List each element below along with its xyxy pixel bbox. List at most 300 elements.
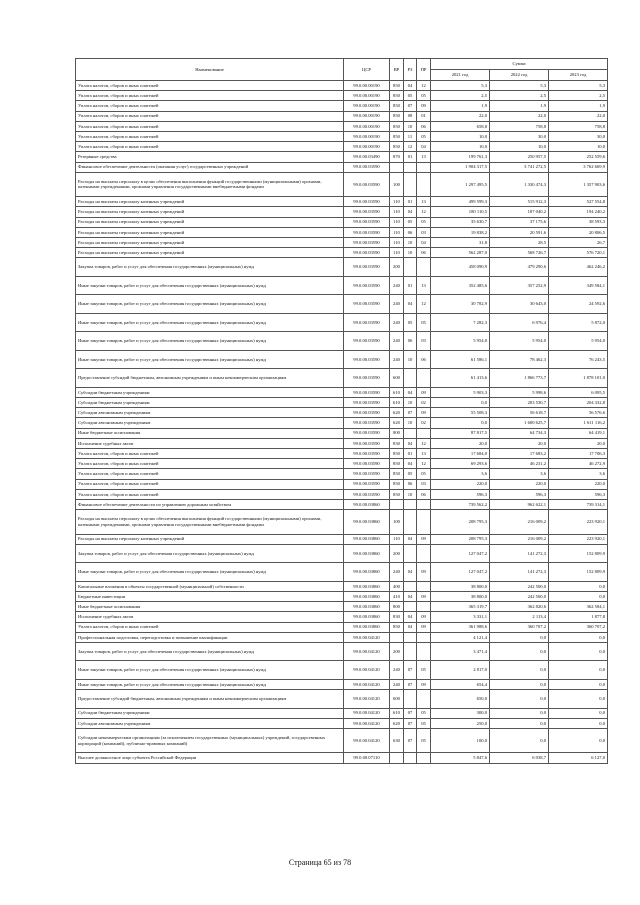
- row-csr: 99.0.00.04120: [344, 632, 390, 642]
- row-pr: 06: [417, 350, 431, 369]
- row-pr: [417, 544, 431, 563]
- table-row: [76, 718, 608, 728]
- row-rz: [404, 510, 417, 535]
- row-rz: [404, 172, 417, 197]
- row-pr: [417, 632, 431, 642]
- row-csr: 99.0.00.04120: [344, 728, 390, 753]
- table-row: [76, 408, 608, 418]
- row-rz: 04: [404, 295, 417, 314]
- row-csr: 99.0.00.07110: [344, 753, 390, 763]
- row-sum-2022: 20,0: [490, 438, 549, 448]
- table-row: [76, 534, 608, 544]
- row-csr: 99.0.00.03590: [344, 276, 390, 295]
- table-row: [76, 469, 608, 479]
- row-vr: 110: [390, 227, 404, 237]
- row-sum-2022: 56 618,7: [490, 408, 549, 418]
- row-sum-2023: 576 720,1: [549, 248, 608, 258]
- row-rz: 04: [404, 387, 417, 397]
- row-name: Субсидии автономным учреждениям: [76, 408, 344, 418]
- row-csr: 99.0.00.03590: [344, 332, 390, 351]
- row-vr: 240: [390, 332, 404, 351]
- row-vr: 100: [390, 172, 404, 197]
- row-sum-2022: 30 643,0: [490, 295, 549, 314]
- row-name: Иные закупки товаров, работ и услуг для обеспечения государственных (муниципальных) нужд: [76, 332, 344, 351]
- table-row: [76, 111, 608, 121]
- row-rz: 06: [404, 332, 417, 351]
- row-sum-2021: 0,0: [431, 418, 490, 428]
- row-name: Уплата налогов, сборов и иных платежей: [76, 131, 344, 141]
- row-rz: 12: [404, 142, 417, 152]
- row-rz: 08: [404, 111, 417, 121]
- row-csr: 99.0.00.03590: [344, 398, 390, 408]
- row-sum-2022: 0,0: [490, 690, 549, 709]
- row-sum-2022: 5 954,0: [490, 332, 549, 351]
- table-row: [76, 350, 608, 369]
- row-csr: 99.0.00.03590: [344, 438, 390, 448]
- row-rz: 07: [404, 661, 417, 680]
- row-name: Предоставление субсидий бюджетным, автономным учреждениям и иным некоммерческим организациям: [76, 369, 344, 388]
- row-vr: 110: [390, 207, 404, 217]
- row-vr: 850: [390, 131, 404, 141]
- row-pr: [417, 428, 431, 438]
- row-sum-2023: 758,8: [549, 121, 608, 131]
- row-sum-2021: 499 599,3: [431, 197, 490, 207]
- row-name: Уплата налогов, сборов и иных платежей: [76, 469, 344, 479]
- row-name: Закупка товаров, работ и услуг для обеспечения государственных (муниципальных) нужд: [76, 544, 344, 563]
- row-csr: 99.0.00.04120: [344, 661, 390, 680]
- row-sum-2023: 1 357 903,6: [549, 172, 608, 197]
- row-csr: 99.0.00.03590: [344, 489, 390, 499]
- row-sum-2021: 654,4: [431, 679, 490, 689]
- row-pr: 06: [417, 121, 431, 131]
- row-pr: 13: [417, 448, 431, 458]
- row-sum-2023: 56 576,6: [549, 408, 608, 418]
- row-vr: 110: [390, 248, 404, 258]
- row-name: Иные бюджетные ассигнования: [76, 602, 344, 612]
- row-pr: [417, 581, 431, 591]
- row-sum-2022: 64 734,3: [490, 428, 549, 438]
- row-csr: 99.0.00.03590: [344, 350, 390, 369]
- row-csr: 99.0.00.03590: [344, 369, 390, 388]
- row-vr: 620: [390, 418, 404, 428]
- row-pr: 05: [417, 131, 431, 141]
- row-sum-2023: 64 419,1: [549, 428, 608, 438]
- row-rz: 01: [404, 448, 417, 458]
- row-sum-2021: 127 047,2: [431, 544, 490, 563]
- table-row: [76, 142, 608, 152]
- row-sum-2022: 0,0: [490, 679, 549, 689]
- table-row: [76, 197, 608, 207]
- row-pr: 04: [417, 142, 431, 152]
- table-row: [76, 258, 608, 277]
- row-csr: 99.0.00.03860: [344, 534, 390, 544]
- row-vr: 240: [390, 563, 404, 582]
- row-sum-2023: 76 243,5: [549, 350, 608, 369]
- table-row: [76, 479, 608, 489]
- row-sum-2022: 1 866 773,7: [490, 369, 549, 388]
- table-row: [76, 690, 608, 709]
- row-sum-2021: 1,9: [431, 101, 490, 111]
- row-pr: 04: [417, 237, 431, 247]
- row-name: Субсидии автономным учреждениям: [76, 718, 344, 728]
- row-pr: 09: [417, 408, 431, 418]
- row-sum-2022: 3 741 272,5: [490, 162, 549, 172]
- row-name: Предоставление субсидий бюджетным, автономным учреждениям и иным некоммерческим организациям: [76, 690, 344, 709]
- header-sum: Сумма: [431, 59, 608, 70]
- row-vr: 870: [390, 152, 404, 162]
- row-sum-2023: 3,6: [549, 469, 608, 479]
- row-name: Исполнение судебных актов: [76, 438, 344, 448]
- row-rz: [404, 258, 417, 277]
- table-row: [76, 642, 608, 661]
- table-row: [76, 91, 608, 101]
- header-pr: ПР: [417, 59, 431, 81]
- row-sum-2022: 2,5: [490, 91, 549, 101]
- row-sum-2021: 250,0: [431, 718, 490, 728]
- row-name: Закупка товаров, работ и услуг для обеспечения государственных (муниципальных) нужд: [76, 258, 344, 277]
- row-rz: 07: [404, 101, 417, 111]
- row-sum-2022: 78 462,3: [490, 350, 549, 369]
- row-rz: [404, 602, 417, 612]
- row-sum-2021: 458 090,9: [431, 258, 490, 277]
- row-sum-2022: 5,3: [490, 81, 549, 91]
- row-sum-2023: 0,0: [549, 661, 608, 680]
- table-row: [76, 81, 608, 91]
- row-sum-2023: 1 611 116,2: [549, 418, 608, 428]
- row-sum-2021: 38 800,0: [431, 591, 490, 601]
- row-sum-2022: 0,0: [490, 718, 549, 728]
- row-sum-2021: 739 562,2: [431, 499, 490, 509]
- row-sum-2023: 0,0: [549, 591, 608, 601]
- row-sum-2021: 208 795,3: [431, 534, 490, 544]
- row-csr: 99.0.00.03860: [344, 499, 390, 509]
- row-rz: 10: [404, 398, 417, 408]
- row-name: Иные закупки товаров, работ и услуг для обеспечения государственных (муниципальных) нужд: [76, 276, 344, 295]
- row-pr: 12: [417, 207, 431, 217]
- row-sum-2022: 17 683,2: [490, 448, 549, 458]
- row-sum-2023: 462 246,2: [549, 258, 608, 277]
- row-sum-2022: 515 912,3: [490, 197, 549, 207]
- row-rz: [404, 162, 417, 172]
- row-sum-2022: 30,0: [490, 131, 549, 141]
- header-csr: ЦСР: [344, 59, 390, 81]
- row-rz: [404, 499, 417, 509]
- table-row: [76, 602, 608, 612]
- row-sum-2021: 55 508,3: [431, 408, 490, 418]
- row-pr: [417, 690, 431, 709]
- row-sum-2021: 562 287,0: [431, 248, 490, 258]
- row-name: Расходы на выплаты персоналу казенных учреждений: [76, 237, 344, 247]
- row-sum-2021: 61 586,1: [431, 350, 490, 369]
- row-name: Уплата налогов, сборов и иных платежей: [76, 101, 344, 111]
- row-vr: 410: [390, 591, 404, 601]
- row-name: Уплата налогов, сборов и иных платежей: [76, 448, 344, 458]
- row-sum-2023: 0,0: [549, 632, 608, 642]
- row-name: Уплата налогов, сборов и иных платежей: [76, 121, 344, 131]
- row-sum-2023: 362 584,1: [549, 602, 608, 612]
- row-sum-2021: 38 800,0: [431, 581, 490, 591]
- row-vr: 110: [390, 197, 404, 207]
- row-sum-2022: 203 530,7: [490, 398, 549, 408]
- row-vr: 850: [390, 121, 404, 131]
- row-csr: 99.0.00.03590: [344, 469, 390, 479]
- row-sum-2021: 300,0: [431, 708, 490, 718]
- row-sum-2022: 596,3: [490, 489, 549, 499]
- row-rz: 07: [404, 708, 417, 718]
- row-name: Иные закупки товаров, работ и услуг для обеспечения государственных (муниципальных) нужд: [76, 563, 344, 582]
- row-name: Высшее должностное лицо субъекта Российской Федерации: [76, 753, 344, 763]
- row-rz: [404, 544, 417, 563]
- row-rz: 11: [404, 131, 417, 141]
- header-rz: РЗ: [404, 59, 417, 81]
- row-vr: 800: [390, 428, 404, 438]
- row-rz: 10: [404, 418, 417, 428]
- row-csr: 99.0.00.03590: [344, 295, 390, 314]
- row-sum-2022: 6 976,4: [490, 313, 549, 332]
- row-sum-2021: 352 485,6: [431, 276, 490, 295]
- row-vr: 850: [390, 489, 404, 499]
- row-name: Расходы на выплаты персоналу казенных учреждений: [76, 197, 344, 207]
- row-sum-2023: 152 809,9: [549, 544, 608, 563]
- row-sum-2023: 38 593,3: [549, 217, 608, 227]
- row-sum-2022: 357 252,9: [490, 276, 549, 295]
- row-csr: 99.0.00.03860: [344, 622, 390, 632]
- row-name: Субсидии бюджетным учреждениям: [76, 387, 344, 397]
- row-pr: 02: [417, 418, 431, 428]
- row-rz: 04: [404, 438, 417, 448]
- row-name: Иные закупки товаров, работ и услуг для обеспечения государственных (муниципальных) нужд: [76, 295, 344, 314]
- row-sum-2023: 349 584,1: [549, 276, 608, 295]
- row-name: Уплата налогов, сборов и иных платежей: [76, 479, 344, 489]
- row-sum-2022: 0,0: [490, 642, 549, 661]
- row-csr: 99.0.00.03590: [344, 428, 390, 438]
- row-name: Исполнение судебных актов: [76, 612, 344, 622]
- row-sum-2022: 1,9: [490, 101, 549, 111]
- row-pr: 06: [417, 489, 431, 499]
- row-name: Уплата налогов, сборов и иных платежей: [76, 142, 344, 152]
- row-sum-2023: 194 240,2: [549, 207, 608, 217]
- row-sum-2022: 1 330 474,3: [490, 172, 549, 197]
- row-vr: 850: [390, 479, 404, 489]
- row-sum-2023: 252 559,6: [549, 152, 608, 162]
- table-row: [76, 121, 608, 131]
- row-sum-2023: 204 332,8: [549, 398, 608, 408]
- row-pr: 05: [417, 217, 431, 227]
- table-row: [76, 679, 608, 689]
- row-sum-2023: 0,0: [549, 642, 608, 661]
- row-sum-2022: 20 591,6: [490, 227, 549, 237]
- row-sum-2021: 20,0: [431, 438, 490, 448]
- row-rz: [404, 581, 417, 591]
- row-pr: [417, 258, 431, 277]
- row-rz: [404, 632, 417, 642]
- row-csr: 99.0.00.04120: [344, 642, 390, 661]
- row-vr: 200: [390, 642, 404, 661]
- row-name: Уплата налогов, сборов и иных платежей: [76, 459, 344, 469]
- row-name: Расходы на выплаты персоналу казенных учреждений: [76, 227, 344, 237]
- row-sum-2023: 596,3: [549, 489, 608, 499]
- row-rz: [404, 642, 417, 661]
- row-csr: 99.0.00.03590: [344, 408, 390, 418]
- row-rz: [404, 369, 417, 388]
- row-sum-2022: 46 231,2: [490, 459, 549, 469]
- table-row: [76, 510, 608, 535]
- table-row: [76, 227, 608, 237]
- row-sum-2022: 28,5: [490, 237, 549, 247]
- row-sum-2023: 6 095,5: [549, 387, 608, 397]
- row-pr: [417, 369, 431, 388]
- row-name: Профессиональная подготовка, переподготовка и повышение квалификации: [76, 632, 344, 642]
- row-sum-2022: 962 622,1: [490, 499, 549, 509]
- row-name: Уплата налогов, сборов и иных платежей: [76, 91, 344, 101]
- row-sum-2021: 61 413,6: [431, 369, 490, 388]
- row-pr: 13: [417, 276, 431, 295]
- row-vr: 600: [390, 369, 404, 388]
- row-name: Расходы на выплаты персоналу в целях обеспечения выполнения функций государственными (муниципальными) органами, казенными учреждениями, органами управления государственными внебюджетными фондами: [76, 510, 344, 535]
- row-rz: 10: [404, 248, 417, 258]
- row-sum-2023: 2,5: [549, 91, 608, 101]
- row-pr: 05: [417, 469, 431, 479]
- row-rz: 07: [404, 718, 417, 728]
- row-rz: 10: [404, 350, 417, 369]
- row-vr: 110: [390, 217, 404, 227]
- row-sum-2021: 87 817,5: [431, 428, 490, 438]
- row-name: Расходы на выплаты персоналу казенных учреждений: [76, 217, 344, 227]
- row-name: Иные закупки товаров, работ и услуг для обеспечения государственных (муниципальных) нужд: [76, 661, 344, 680]
- row-sum-2023: 26,7: [549, 237, 608, 247]
- row-sum-2021: 0,0: [431, 398, 490, 408]
- row-name: Иные бюджетные ассигнования: [76, 428, 344, 438]
- table-row: [76, 708, 608, 718]
- row-name: Расходы на выплаты персоналу казенных учреждений: [76, 207, 344, 217]
- row-sum-2023: 0,0: [549, 718, 608, 728]
- row-csr: 99.0.00.04120: [344, 718, 390, 728]
- row-sum-2021: 365 319,7: [431, 602, 490, 612]
- row-name: Бюджетные инвестиции: [76, 591, 344, 601]
- row-rz: 01: [404, 152, 417, 162]
- header-vr: ВР: [390, 59, 404, 81]
- table-row: [76, 418, 608, 428]
- row-sum-2022: 5 998,6: [490, 387, 549, 397]
- table-row: [76, 728, 608, 753]
- row-csr: 99.0.00.03590: [344, 237, 390, 247]
- table-row: [76, 131, 608, 141]
- row-rz: 04: [404, 534, 417, 544]
- row-rz: 10: [404, 237, 417, 247]
- row-pr: 01: [417, 111, 431, 121]
- row-rz: [404, 753, 417, 763]
- table-row: [76, 237, 608, 247]
- row-csr: 99.0.00.03860: [344, 591, 390, 601]
- table-row: [76, 217, 608, 227]
- table-row: [76, 387, 608, 397]
- table-row: [76, 332, 608, 351]
- row-sum-2022: 220,0: [490, 479, 549, 489]
- table-row: [76, 438, 608, 448]
- row-sum-2022: 360 707,2: [490, 622, 549, 632]
- row-sum-2021: 10,0: [431, 142, 490, 152]
- row-rz: 06: [404, 479, 417, 489]
- row-csr: 99.0.00.03590: [344, 387, 390, 397]
- row-sum-2022: 37 175,6: [490, 217, 549, 227]
- row-sum-2021: 1 297 495,5: [431, 172, 490, 197]
- row-pr: 09: [417, 534, 431, 544]
- row-csr: 99.0.00.00190: [344, 131, 390, 141]
- row-vr: 200: [390, 258, 404, 277]
- row-sum-2021: 7 282,3: [431, 313, 490, 332]
- row-csr: 99.0.00.03590: [344, 248, 390, 258]
- row-rz: 01: [404, 197, 417, 207]
- row-name: Уплата налогов, сборов и иных платежей: [76, 622, 344, 632]
- row-pr: 05: [417, 313, 431, 332]
- row-vr: 110: [390, 237, 404, 247]
- row-csr: 99.0.00.00190: [344, 121, 390, 131]
- row-csr: 99.0.00.03860: [344, 602, 390, 612]
- row-sum-2023: 360 707,2: [549, 622, 608, 632]
- row-sum-2022: 242 500,0: [490, 581, 549, 591]
- row-sum-2022: 22,0: [490, 111, 549, 121]
- row-sum-2021: 658,8: [431, 121, 490, 131]
- row-pr: [417, 510, 431, 535]
- row-sum-2021: 35 630,7: [431, 217, 490, 227]
- row-sum-2022: 568 726,7: [490, 248, 549, 258]
- row-sum-2023: 1 877,8: [549, 612, 608, 622]
- row-sum-2023: 0,0: [549, 728, 608, 753]
- row-rz: [404, 428, 417, 438]
- row-name: Иные закупки товаров, работ и услуг для обеспечения государственных (муниципальных) нужд: [76, 350, 344, 369]
- row-sum-2021: 5,3: [431, 81, 490, 91]
- row-csr: 99.0.00.03590: [344, 258, 390, 277]
- row-sum-2021: 30 782,9: [431, 295, 490, 314]
- row-name: Субсидии некоммерческим организациям (за исключением государственных (муниципальных) учреждений, государственных корпораций (компаний), публично-правовых компаний): [76, 728, 344, 753]
- row-sum-2021: 31,8: [431, 237, 490, 247]
- row-csr: 99.0.00.03490: [344, 152, 390, 162]
- row-rz: 04: [404, 207, 417, 217]
- row-rz: 04: [404, 563, 417, 582]
- row-sum-2021: 69 293,6: [431, 459, 490, 469]
- row-sum-2022: 0,0: [490, 632, 549, 642]
- table-row: [76, 207, 608, 217]
- row-csr: 99.0.00.04120: [344, 690, 390, 709]
- row-vr: 240: [390, 661, 404, 680]
- row-pr: [417, 642, 431, 661]
- row-pr: 09: [417, 101, 431, 111]
- row-name: Закупка товаров, работ и услуг для обеспечения государственных (муниципальных) нужд: [76, 642, 344, 661]
- row-sum-2023: 220,0: [549, 479, 608, 489]
- table-row: [76, 563, 608, 582]
- row-vr: 850: [390, 142, 404, 152]
- row-sum-2021: 220,0: [431, 479, 490, 489]
- row-csr: 99.0.00.03590: [344, 418, 390, 428]
- row-name: Субсидии бюджетным учреждениям: [76, 708, 344, 718]
- row-csr: 99.0.00.03860: [344, 544, 390, 563]
- budget-table: [75, 58, 608, 764]
- page-number: Страница 65 из 78: [288, 858, 352, 867]
- row-csr: 99.0.00.03590: [344, 197, 390, 207]
- row-vr: 240: [390, 679, 404, 689]
- row-pr: 13: [417, 152, 431, 162]
- table-row: [76, 753, 608, 763]
- row-csr: 99.0.00.00190: [344, 111, 390, 121]
- row-sum-2023: 0,0: [549, 679, 608, 689]
- row-pr: [417, 162, 431, 172]
- row-vr: 240: [390, 350, 404, 369]
- row-csr: 99.0.00.00190: [344, 142, 390, 152]
- row-sum-2022: 0,0: [490, 661, 549, 680]
- row-sum-2023: 3 762 669,9: [549, 162, 608, 172]
- row-rz: 05: [404, 217, 417, 227]
- row-vr: [390, 162, 404, 172]
